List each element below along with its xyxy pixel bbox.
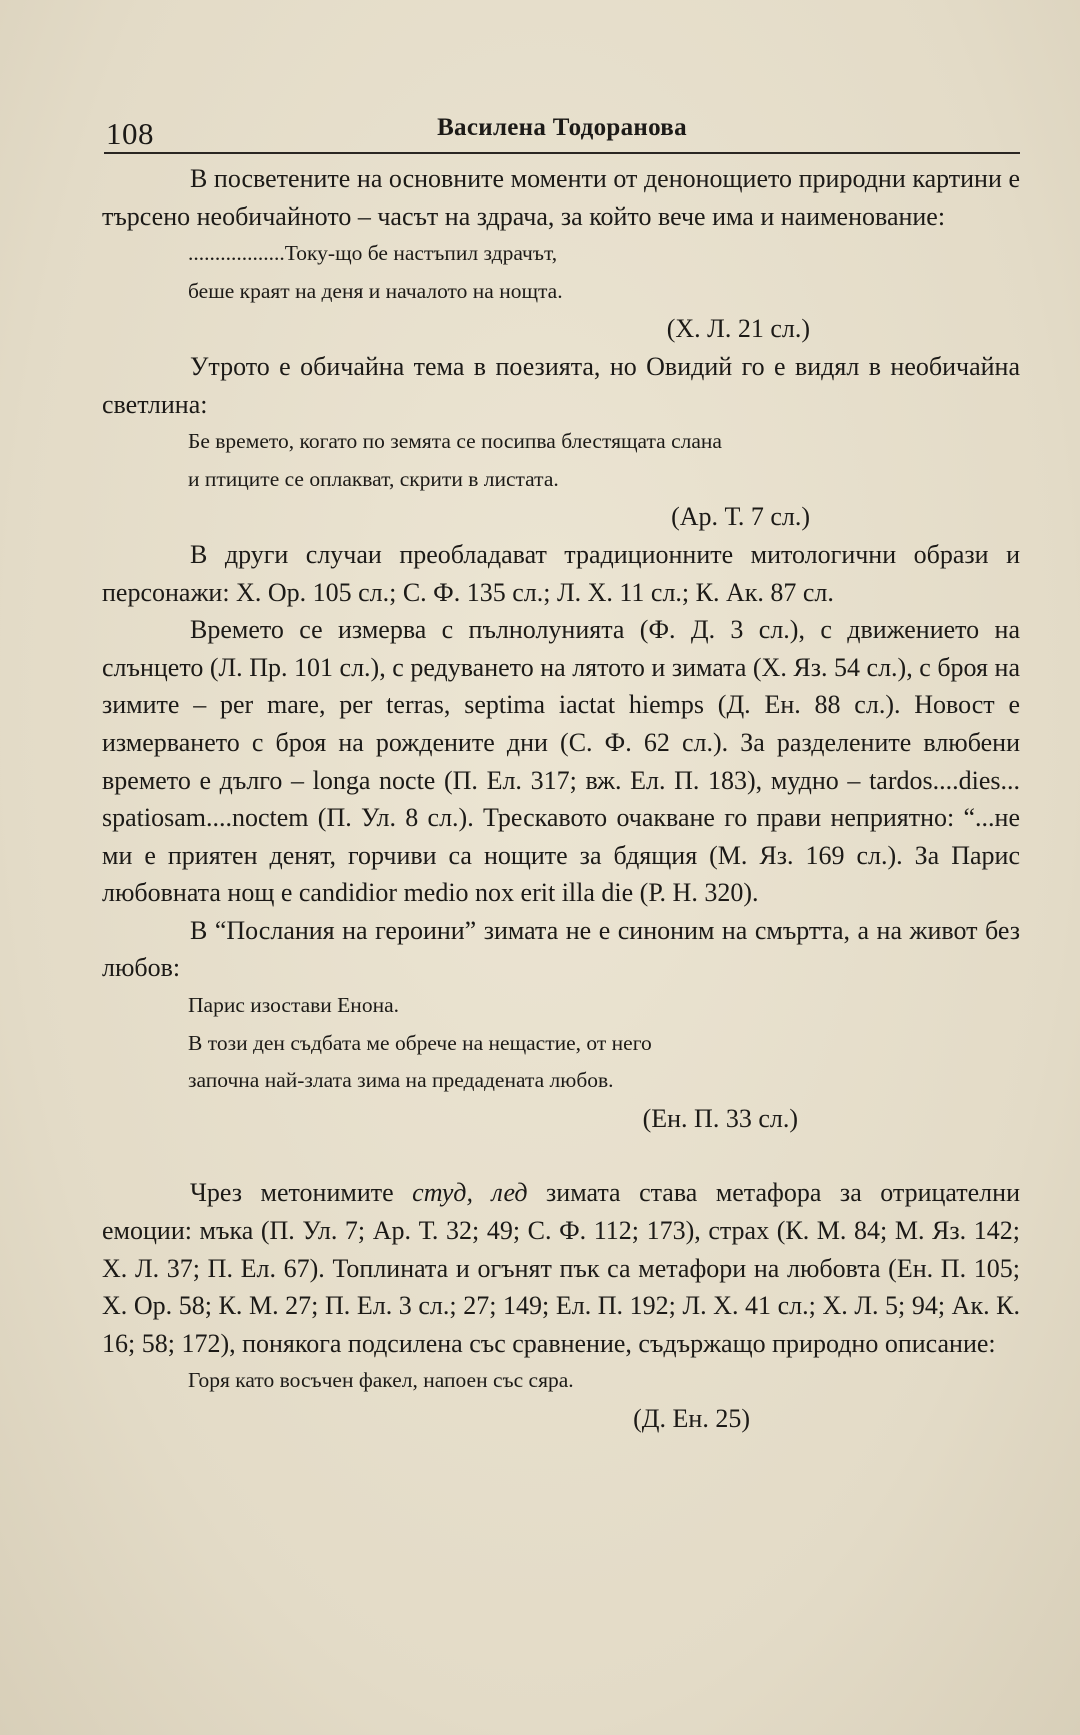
page-number: 108 [106,116,154,151]
spacer [102,1137,1020,1174]
text-run: Чрез метонимите [190,1178,413,1208]
running-head-author: Василена Тодоранова [437,114,687,141]
quote-line: Парис изостави Енона. [188,993,399,1018]
paragraph-5: В “Послания на героини” зимата не е синоним на смъртта, а на живот без любов: [102,915,1020,983]
paragraph-4: Времето се измерва с пълнолунията (Ф. Д. 3 сл.), с движението на слънцето (Л. Пр. 101 сл.), с редуването на лятото и зимата (Х. Яз. 54 сл.), с броя на зимите – per mare, per terras, septima iactat hiemps (Д. Ен. 88 сл.). Новост е измерването с броя на рождените дни (С. Ф. 62 сл.). За разделените влюбени времето е дълго – longa nocte (П. Ел. 317; вж. Ел. П. 183), мудно – tardos....dies... spatiosam....noctem (П. Ул. 8 сл.). Трескавото очакване го прави неприятно: “...не ми е приятен денят, горчиви са нощите за бдящия (М. Яз. 169 сл.). За Парис любовната нощ е candidior medio nox erit illa die (Р. Н. 320). [102,615,1020,908]
citation: (Х. Л. 21 сл.) [666,314,810,344]
page-header [104,112,1020,154]
quote-block-1 [102,235,1020,348]
body-text [102,160,1020,1438]
paragraph-3: В други случаи преобладават традиционните митологични образи и персонажи: Х. Ор. 105 сл.; С. Ф. 135 сл.; Л. Х. 11 сл.; К. Ак. 87 сл. [102,539,1020,607]
quote-line: и птиците се оплакват, скрити в листата. [188,466,559,491]
quote-line: ..................Току-що бе настъпил здрачът, [188,241,558,266]
quote-line: В този ден съдбата ме обрече на нещастие, от него [188,1030,652,1055]
quote-block-2 [102,423,1020,536]
quote-block-3 [102,987,1020,1137]
quote-line: започна най-злата зима на предадената любов. [188,1068,614,1093]
citation: (Ен. П. 33 сл.) [642,1103,798,1133]
citation: (Д. Ен. 25) [633,1404,750,1433]
paragraph-6 [102,1174,1020,1362]
quote-block-4 [102,1362,1020,1437]
text-run: зимата става метафора за отрицателни емоции: мъка (П. Ул. 7; Ар. Т. 32; 49; С. Ф. 112; 173), страх (К. М. 84; М. Яз. 142; Х. Л. 37; П. Ел. 67). Топлината и огънят пък са метафори на любовта (Ен. П. 105; Х. Ор. 58; К. М. 27; П. Ел. 3 сл.; 27; 149; Ел. П. 192; Л. Х. 41 сл.; Х. Л. 5; 94; Ак. К. 16; 58; 172), понякога подсилена със сравнение, съдържащо природно описание: [102,1178,1020,1358]
citation: (Ар. Т. 7 сл.) [671,502,810,532]
quote-line: Бе времето, когато по земята се посипва блестящата слана [188,429,722,454]
paragraph-1: В посветените на основните моменти от денонощието природни картини е търсено необичайното – часът на здрача, за който вече има и наименование: [102,164,1020,231]
paragraph-2: Утрото е обичайна тема в поезията, но Овидий го е видял в необичайна светлина: [102,351,1020,419]
quote-line: беше краят на деня и началото на нощта. [188,278,563,303]
emphasis: студ, лед [412,1178,528,1208]
quote-line: Горя като восъчен факел, напоен със сяра. [188,1368,574,1393]
